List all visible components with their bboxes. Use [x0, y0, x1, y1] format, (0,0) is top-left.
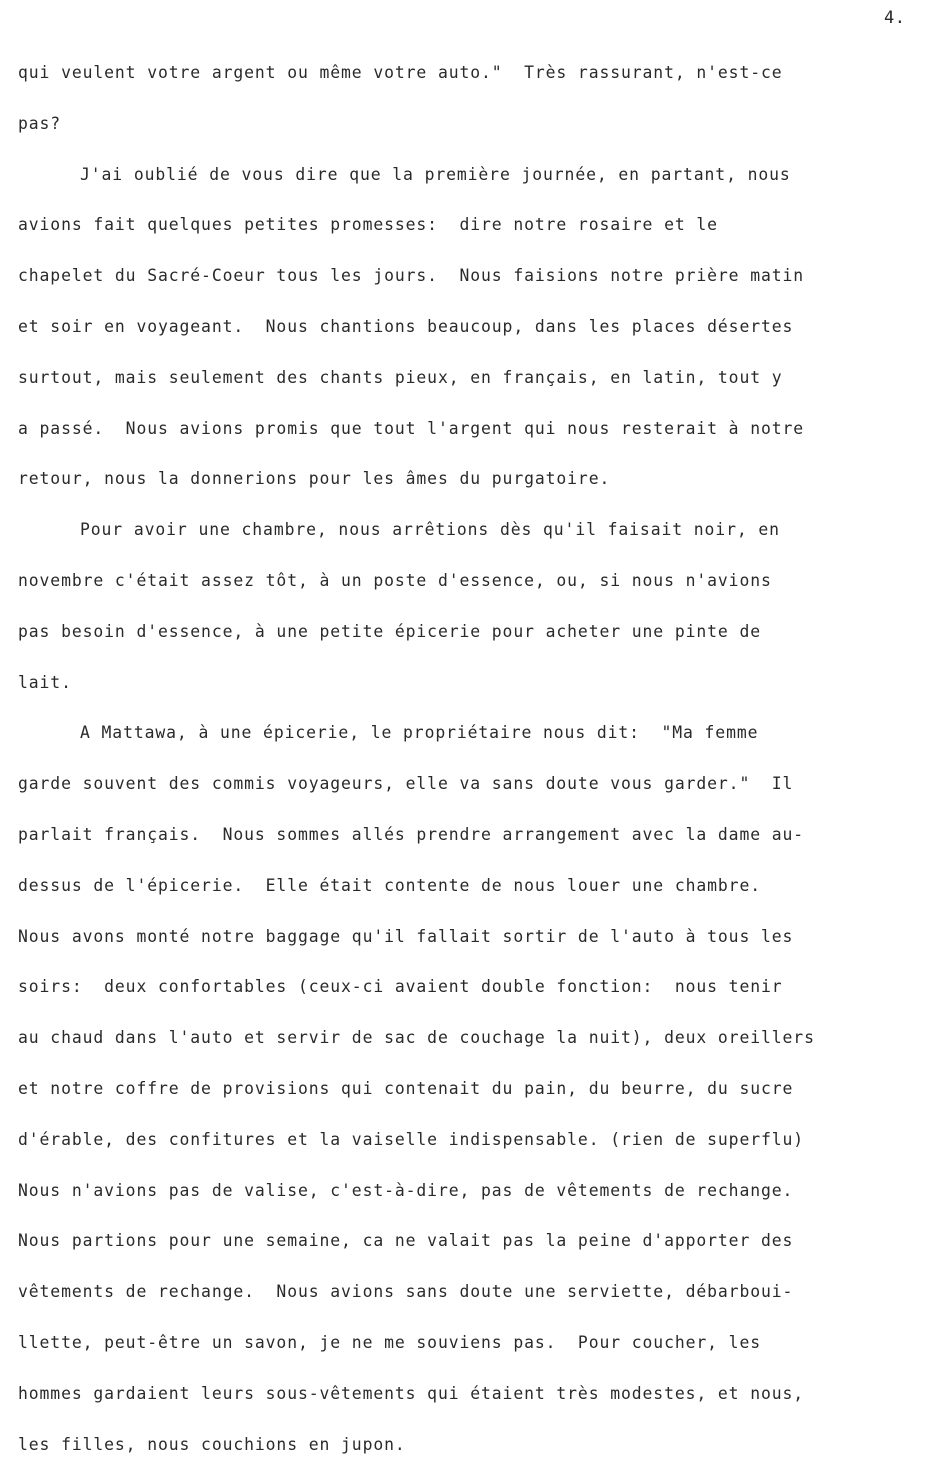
text-line: pas? — [18, 113, 62, 133]
text-line: hommes gardaient leurs sous-vêtements qui étaient très modestes, et nous, — [18, 1383, 805, 1403]
body-text — [18, 56, 948, 1478]
text-line: et soir en voyageant. Nous chantions beaucoup, dans les places désertes — [18, 316, 794, 336]
text-line: dessus de l'épicerie. Elle était contente de nous louer une chambre. — [18, 875, 761, 895]
text-line: retour, nous la donnerions pour les âmes du purgatoire. — [18, 469, 611, 489]
text-line: lait. — [18, 672, 72, 692]
text-line: J'ai oublié de vous dire que la première journée, en partant, nous — [80, 164, 791, 184]
text-line: pas besoin d'essence, à une petite épicerie pour acheter une pinte de — [18, 621, 761, 641]
text-line: vêtements de rechange. Nous avions sans doute une serviette, débarboui- — [18, 1282, 794, 1302]
text-line: avions fait quelques petites promesses: dire notre rosaire et le — [18, 215, 718, 235]
text-line: qui veulent votre argent ou même votre auto." Très rassurant, n'est-ce — [18, 63, 783, 82]
text-line: les filles, nous couchions en jupon. — [18, 1434, 406, 1454]
text-line: Nous partions pour une semaine, ca ne valait pas la peine d'apporter des — [18, 1231, 794, 1251]
text-line: a passé. Nous avions promis que tout l'argent qui nous resterait à notre — [18, 418, 805, 438]
text-line: soirs: deux confortables (ceux-ci avaient double fonction: nous tenir — [18, 977, 783, 997]
text-line: Nous avons monté notre baggage qu'il fallait sortir de l'auto à tous les — [18, 926, 794, 946]
text-line: au chaud dans l'auto et servir de sac de couchage la nuit), deux oreillers — [18, 1028, 815, 1048]
text-line: chapelet du Sacré-Coeur tous les jours. Nous faisions notre prière matin — [18, 266, 805, 286]
text-line: garde souvent des commis voyageurs, elle va sans doute vous garder." Il — [18, 774, 794, 794]
text-line: surtout, mais seulement des chants pieux, en français, en latin, tout y — [18, 367, 783, 387]
text-line: parlait français. Nous sommes allés prendre arrangement avec la dame au- — [18, 824, 805, 844]
text-line: llette, peut-être un savon, je ne me souviens pas. Pour coucher, les — [18, 1332, 761, 1352]
text-line: novembre c'était assez tôt, à un poste d'essence, ou, si nous n'avions — [18, 570, 772, 590]
text-line: et notre coffre de provisions qui contenait du pain, du beurre, du sucre — [18, 1078, 794, 1098]
text-line: Pour avoir une chambre, nous arrêtions dès qu'il faisait noir, en — [80, 520, 780, 540]
text-line: Nous n'avions pas de valise, c'est-à-dire, pas de vêtements de rechange. — [18, 1180, 794, 1200]
text-line: d'érable, des confitures et la vaiselle indispensable. (rien de superflu) — [18, 1129, 805, 1149]
text-line: A Mattawa, à une épicerie, le propriétaire nous dit: "Ma femme — [80, 723, 759, 743]
page-number: 4. — [884, 8, 906, 28]
